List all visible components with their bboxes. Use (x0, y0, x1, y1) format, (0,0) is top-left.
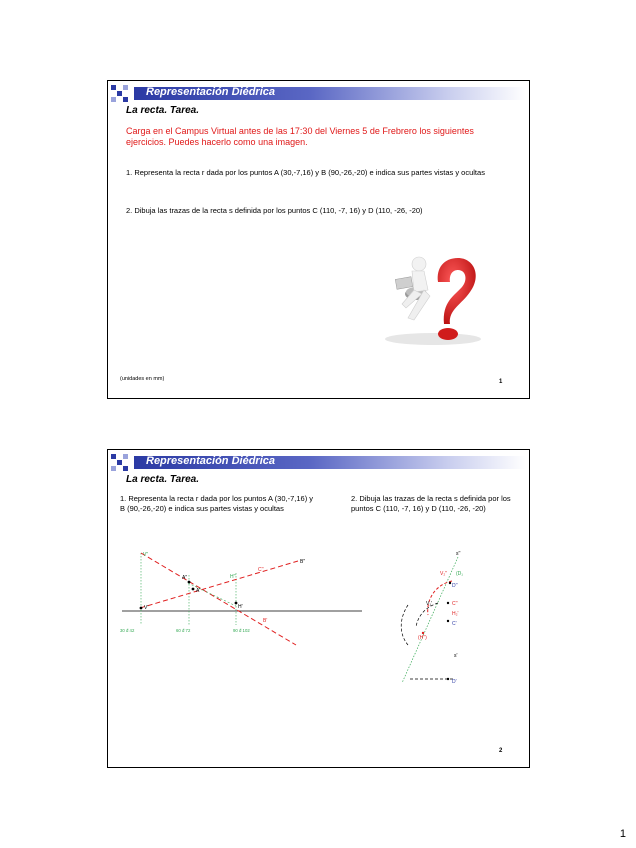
slide-page-number: 2 (499, 748, 503, 754)
exercise-2-text: 2. Dibuja las trazas de la recta s definida por los puntos C (110, -7, 16) y D (110, -26, -20) (126, 206, 423, 215)
figure-head (412, 257, 426, 271)
laptop-icon (395, 277, 412, 290)
exercise-2-text: 2. Dibuja las trazas de la recta s definida por los puntos C (110, -7, 16) y D (110, -26, -20) (351, 494, 511, 513)
label: B'' (300, 559, 306, 565)
slide-page-number: 1 (499, 379, 503, 385)
label: V'' (143, 552, 149, 558)
exercise-1-text: 1. Representa la recta r dada por los puntos A (30,-7,16) y B (90,-26,-20) e indica sus partes vistas y ocultas (120, 494, 314, 513)
figure-body (412, 271, 428, 292)
slide-title: Representación Diédrica (146, 455, 275, 467)
axis-label: 90 đ 102 (233, 628, 250, 633)
deadline-notice: Carga en el Campus Virtual antes de las 17:30 del Viernes 5 de Frebrero los siguientes ejercicios. Puedes hacerlo como una imagen. (126, 126, 474, 147)
label: B' (263, 618, 268, 624)
label: C'' (258, 567, 264, 573)
label: C'' (452, 601, 458, 607)
axis-label: 60 đ 72 (176, 628, 191, 633)
label: A' (196, 588, 201, 594)
label: s' (454, 653, 458, 659)
question-mark-illustration (378, 246, 488, 346)
label: D'' (452, 583, 458, 589)
line-s-diagram (378, 545, 478, 695)
projection-line (140, 561, 298, 608)
question-mark-hook (438, 258, 476, 324)
trace-arc (428, 581, 452, 615)
slide-title: Representación Diédrica (146, 86, 275, 98)
label: D' (452, 679, 457, 685)
label: H₂' (452, 611, 459, 617)
title-bar (134, 87, 526, 100)
units-note: (unidades en mm) (120, 376, 165, 382)
label: H'' (230, 574, 236, 580)
axis-label: 30 đ 42 (120, 628, 135, 633)
label: V₂'' (440, 571, 448, 577)
line-r-diagram (118, 545, 368, 660)
label: s'' (456, 551, 461, 557)
label: V' (144, 605, 149, 611)
question-mark-dot (438, 328, 458, 340)
label: V₁' (426, 601, 432, 607)
title-bar (134, 456, 526, 469)
label: (D₁ (456, 571, 463, 577)
projection-line (141, 553, 296, 645)
slide-subtitle: La recta. Tarea. (126, 474, 200, 485)
label: C' (452, 621, 457, 627)
slide-subtitle: La recta. Tarea. (126, 105, 200, 116)
label: (H'') (418, 635, 427, 641)
slide-2 (107, 449, 530, 768)
label: H' (238, 604, 243, 610)
exercise-1-text: 1. Representa la recta r dada por los puntos A (30,-7,16) y B (90,-26,-20) e indica sus partes vistas y ocultas (126, 168, 485, 177)
label: A'' (182, 575, 188, 581)
slide-1 (107, 80, 530, 399)
document-page-number: 1 (619, 828, 626, 840)
